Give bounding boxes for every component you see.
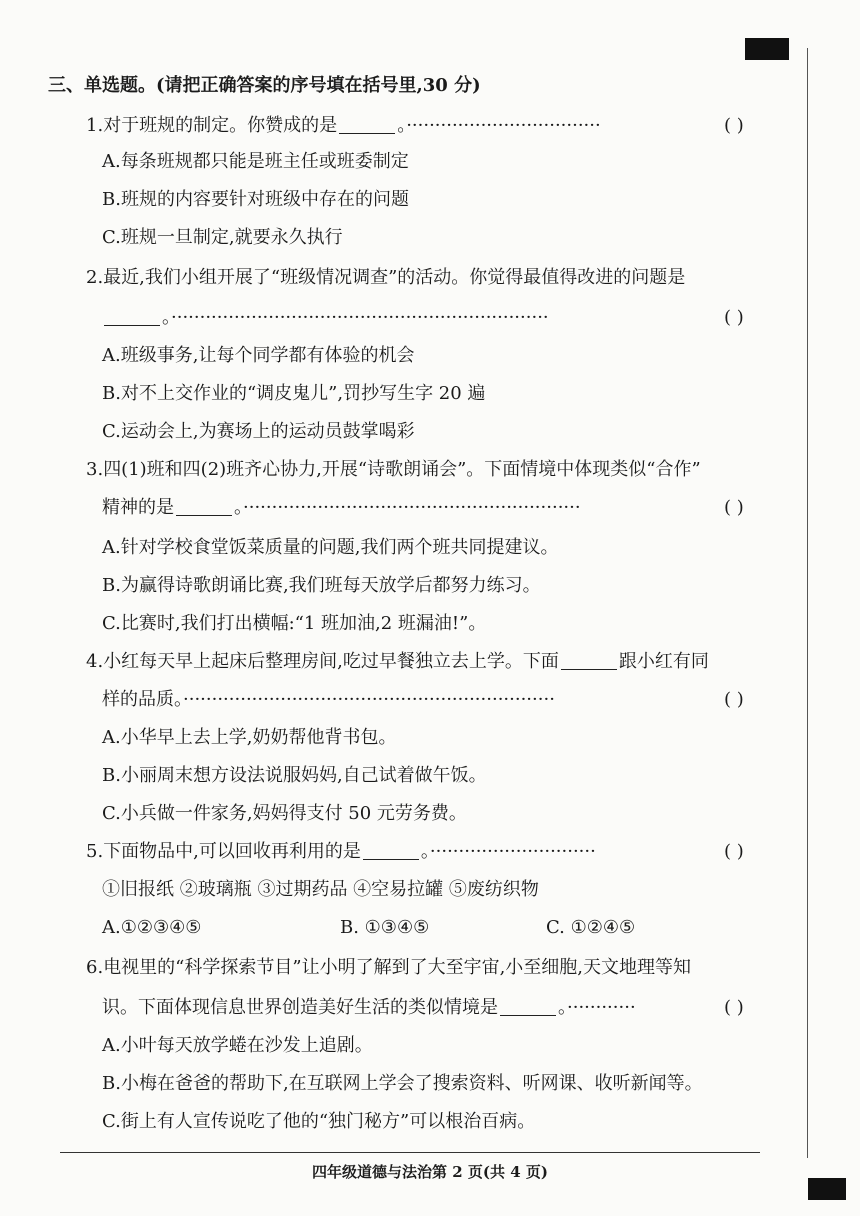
question-6: 6.电视里的“科学探索节目”让小明了解到了大至宇宙,小至细胞,天文地理等知 bbox=[86, 957, 692, 978]
question-6-cont: 识。下面体现信息世界创造美好生活的类似情境是 。············ bbox=[102, 997, 636, 1018]
question-1: 1.对于班规的制定。你赞成的是 。·································· bbox=[86, 115, 601, 136]
question-3-cont: 精神的是 。··························································· bbox=[102, 497, 581, 518]
answer-blank[interactable] bbox=[339, 115, 395, 134]
page-border-right bbox=[807, 48, 808, 1158]
answer-paren-5[interactable]: ( ) bbox=[724, 841, 744, 862]
answer-blank[interactable] bbox=[363, 841, 419, 860]
option-2a: A.班级事务,让每个同学都有体验的机会 bbox=[102, 345, 415, 366]
option-1a: A.每条班规都只能是班主任或班委制定 bbox=[102, 151, 409, 172]
answer-blank[interactable] bbox=[104, 307, 160, 326]
option-5b: B. ①③④⑤ bbox=[340, 917, 430, 938]
option-5a: A.①②③④⑤ bbox=[102, 917, 202, 938]
option-4b: B.小丽周末想方设法说服妈妈,自己试着做午饭。 bbox=[102, 765, 487, 786]
question-4-cont: 样的品质。································································· bbox=[102, 689, 555, 710]
answer-paren-3[interactable]: ( ) bbox=[724, 497, 744, 518]
answer-paren-4[interactable]: ( ) bbox=[724, 689, 744, 710]
question-5-items: ①旧报纸 ②玻璃瓶 ③过期药品 ④空易拉罐 ⑤废纺织物 bbox=[102, 879, 539, 900]
section-title: 三、单选题。(请把正确答案的序号填在括号里,30 分) bbox=[48, 75, 481, 96]
option-5c: C. ①②④⑤ bbox=[546, 917, 636, 938]
answer-blank[interactable] bbox=[176, 497, 232, 516]
answer-blank[interactable] bbox=[561, 651, 617, 670]
option-3a: A.针对学校食堂饭菜质量的问题,我们两个班共同提建议。 bbox=[102, 537, 559, 558]
footer-rule bbox=[60, 1152, 760, 1153]
option-2c: C.运动会上,为赛场上的运动员鼓掌喝彩 bbox=[102, 421, 415, 442]
registration-mark-bottom bbox=[808, 1178, 846, 1200]
option-4c: C.小兵做一件家务,妈妈得支付 50 元劳务费。 bbox=[102, 803, 467, 824]
answer-paren-1[interactable]: ( ) bbox=[724, 115, 744, 136]
option-1c: C.班规一旦制定,就要永久执行 bbox=[102, 227, 343, 248]
option-3c: C.比赛时,我们打出横幅:“1 班加油,2 班漏油!”。 bbox=[102, 613, 487, 634]
question-5: 5.下面物品中,可以回收再利用的是 。····························· bbox=[86, 841, 596, 862]
page-footer: 四年级道德与法治第 2 页(共 4 页) bbox=[312, 1163, 548, 1181]
answer-paren-2[interactable]: ( ) bbox=[724, 307, 744, 328]
answer-blank[interactable] bbox=[500, 997, 556, 1016]
question-3: 3.四(1)班和四(2)班齐心协力,开展“诗歌朗诵会”。下面情境中体现类似“合作” bbox=[86, 459, 701, 480]
option-4a: A.小华早上去上学,奶奶帮他背书包。 bbox=[102, 727, 397, 748]
question-2-cont: 。·································································· bbox=[102, 304, 549, 332]
answer-paren-6[interactable]: ( ) bbox=[724, 997, 744, 1018]
question-4: 4.小红每天早上起床后整理房间,吃过早餐独立去上学。下面 跟小红有同 bbox=[86, 651, 709, 672]
option-3b: B.为赢得诗歌朗诵比赛,我们班每天放学后都努力练习。 bbox=[102, 575, 541, 596]
option-2b: B.对不上交作业的“调皮鬼儿”,罚抄写生字 20 遍 bbox=[102, 383, 486, 404]
option-6b: B.小梅在爸爸的帮助下,在互联网上学会了搜索资料、听网课、收听新闻等。 bbox=[102, 1073, 703, 1094]
option-6a: A.小叶每天放学蜷在沙发上追剧。 bbox=[102, 1035, 373, 1056]
option-6c: C.街上有人宣传说吃了他的“独门秘方”可以根治百病。 bbox=[102, 1111, 536, 1132]
registration-mark-top bbox=[745, 38, 789, 60]
question-2: 2.最近,我们小组开展了“班级情况调查”的活动。你觉得最值得改进的问题是 bbox=[86, 267, 686, 288]
option-1b: B.班规的内容要针对班级中存在的问题 bbox=[102, 189, 409, 210]
